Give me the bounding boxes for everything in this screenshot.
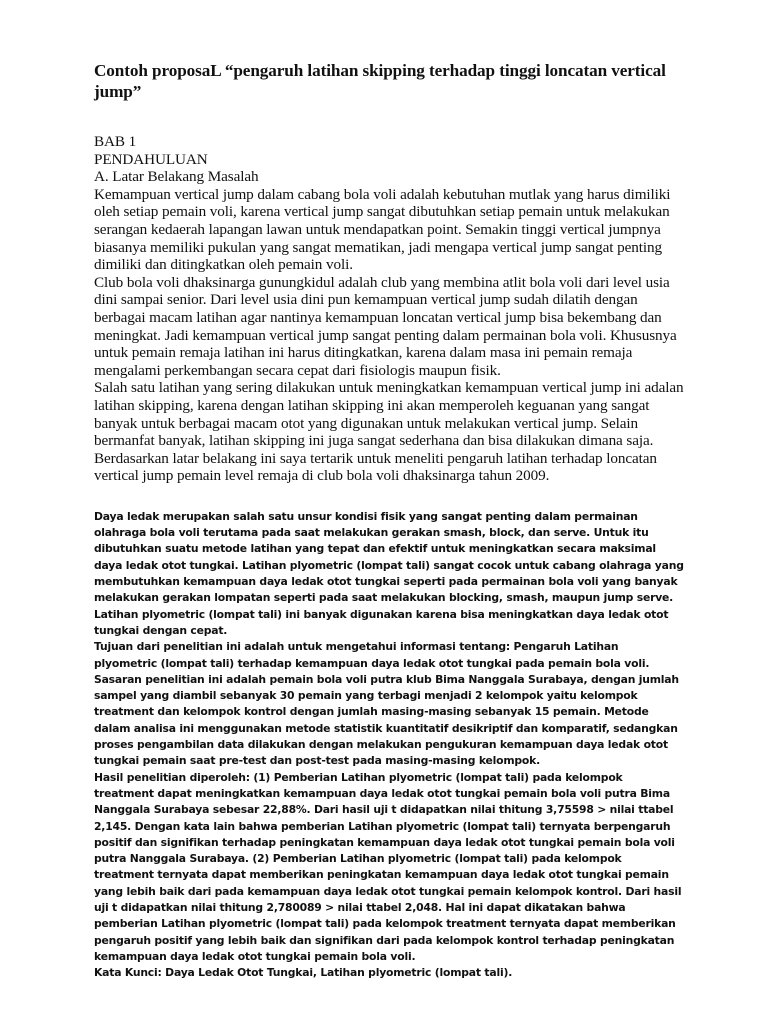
chapter-title: PENDAHULUAN xyxy=(94,150,208,168)
keywords: Kata Kunci: Daya Ledak Otot Tungkai, Latihan plyometric (lompat tali). xyxy=(94,966,513,980)
background-paragraph: Club bola voli dhaksinarga gunungkidul adalah club yang membina atlit bola voli dari level usia dini sampai senior. Dari level usia dini pun kemampuan vertical jump sudah dilatih dengan berbagai macam latihan agar nantinya kemampuan loncatan vertical jump bisa bekembang dan meningkat. Jadi kemampuan vertical jump sangat penting dalam permainan bola voli. Khususnya untuk pemain remaja latihan ini harus ditingkatkan, karena dalam masa ini pemain remaja mengalami perkembangan secara cepat dari fisiologis maupun fisik. xyxy=(94,273,677,379)
abstract-paragraph: Tujuan dari penelitian ini adalah untuk mengetahui informasi tentang: Pengaruh Latihan plyometric (lompat tali) terhadap kemampuan daya ledak otot tungkai pada pemain bola voli. Sasaran penelitian ini adalah pemain bola voli putra klub Bima Nanggala Surabaya, dengan jumlah sampel yang diambil sebanyak 30 pemain yang terbagi menjadi 2 kelompok yaitu kelompok treatment dan kelompok kontrol dengan jumlah masing-masing sebanyak 15 pemain. Metode dalam analisa ini menggunakan metode statistik kuantitatif desikriptif dan komparatif, sedangkan proses pengambilan data dilakukan dengan melakukan pengukuran kemampuan daya ledak otot tungkai pemain saat pre-test dan post-test pada masing-masing kelompok. xyxy=(94,640,679,768)
background-paragraph: Kemampuan vertical jump dalam cabang bola voli adalah kebutuhan mutlak yang harus dimiliki oleh setiap pemain voli, karena vertical jump sangat dibutuhkan setiap pemain untuk melakukan serangan kedaerah lapangan lawan untuk mendapatkan point. Semakin tinggi vertical jumpnya biasanya memiliki pukulan yang sangat mematikan, jadi mengapa vertical jump sangat penting dimiliki dan ditingkatkan oleh pemain voli. xyxy=(94,185,671,274)
background-paragraph: Berdasarkan latar belakang ini saya tertarik untuk meneliti pengaruh latihan terhadap loncatan vertical jump pemain level remaja di club bola voli dhaksinarga tahun 2009. xyxy=(94,449,657,485)
introduction-section xyxy=(94,133,684,485)
section-heading: A. Latar Belakang Masalah xyxy=(94,168,259,186)
background-paragraph: Salah satu latihan yang sering dilakukan untuk meningkatkan kemampuan vertical jump ini adalan latihan skipping, karena dengan latihan skipping ini akan memperoleh keguanan yang sangat banyak untuk berbagai macam otot yang digunakan untuk melakukan vertical jump. Selain bermanfat banyak, latihan skipping ini juga sangat sederhana dan bisa dilakukan dimana saja. xyxy=(94,379,684,450)
chapter-number: BAB 1 xyxy=(94,133,137,150)
abstract-paragraph: Daya ledak merupakan salah satu unsur kondisi fisik yang sangat penting dalam permainan olahraga bola voli terutama pada saat melakukan gerakan smash, block, dan serve. Untuk itu dibutuhkan suatu metode latihan yang tepat dan efektif untuk meningkatkan secara maksimal daya ledak otot tungkai. Latihan plyometric (lompat tali) sangat cocok untuk cabang olahraga yang membutuhkan kemampuan daya ledak otot tungkai seperti pada permainan bola voli yang banyak melakukan gerakan lompatan seperti pada saat melakukan blocking, smash, maupun jump serve. Latihan plyometric (lompat tali) ini banyak digunakan karena bisa meningkatkan daya ledak otot tungkai dengan cepat. xyxy=(94,509,684,637)
abstract-section xyxy=(94,509,684,982)
abstract-paragraph: Hasil penelitian diperoleh: (1) Pemberian Latihan plyometric (lompat tali) pada kelompok treatment dapat meningkatkan kemampuan daya ledak otot tungkai pemain bola voli putra Bima Nanggala Surabaya sebesar 22,88%. Dari hasil uji t didapatkan nilai thitung 3,75598 > nilai ttabel 2,145. Dengan kata lain bahwa pemberian Latihan plyometric (lompat tali) ternyata berpengaruh positif dan signifikan terhadap peningkatan kemampuan daya ledak otot tungkai pemain bola voli putra Nanggala Surabaya. (2) Pemberian Latihan plyometric (lompat tali) pada kelompok treatment ternyata dapat memberikan peningkatan kemampuan daya ledak otot tungkai pemain yang lebih baik dari pada kemampuan daya ledak otot tungkai pemain kelompok kontrol. Dari hasil uji t didapatkan nilai thitung 2,780089 > nilai ttabel 2,048. Hal ini dapat dikatakan bahwa pemberian Latihan plyometric (lompat tali) pada kelompok treatment ternyata dapat memberikan pengaruh positif yang lebih baik dan signifikan dari pada kelompok kontrol terhadap peningkatan kemampuan daya ledak otot tungkai pemain bola voli. xyxy=(94,770,682,963)
document-title: Contoh proposaL “pengaruh latihan skipping terhadap tinggi loncatan vertical jump” xyxy=(94,61,666,101)
document-page xyxy=(94,60,684,981)
